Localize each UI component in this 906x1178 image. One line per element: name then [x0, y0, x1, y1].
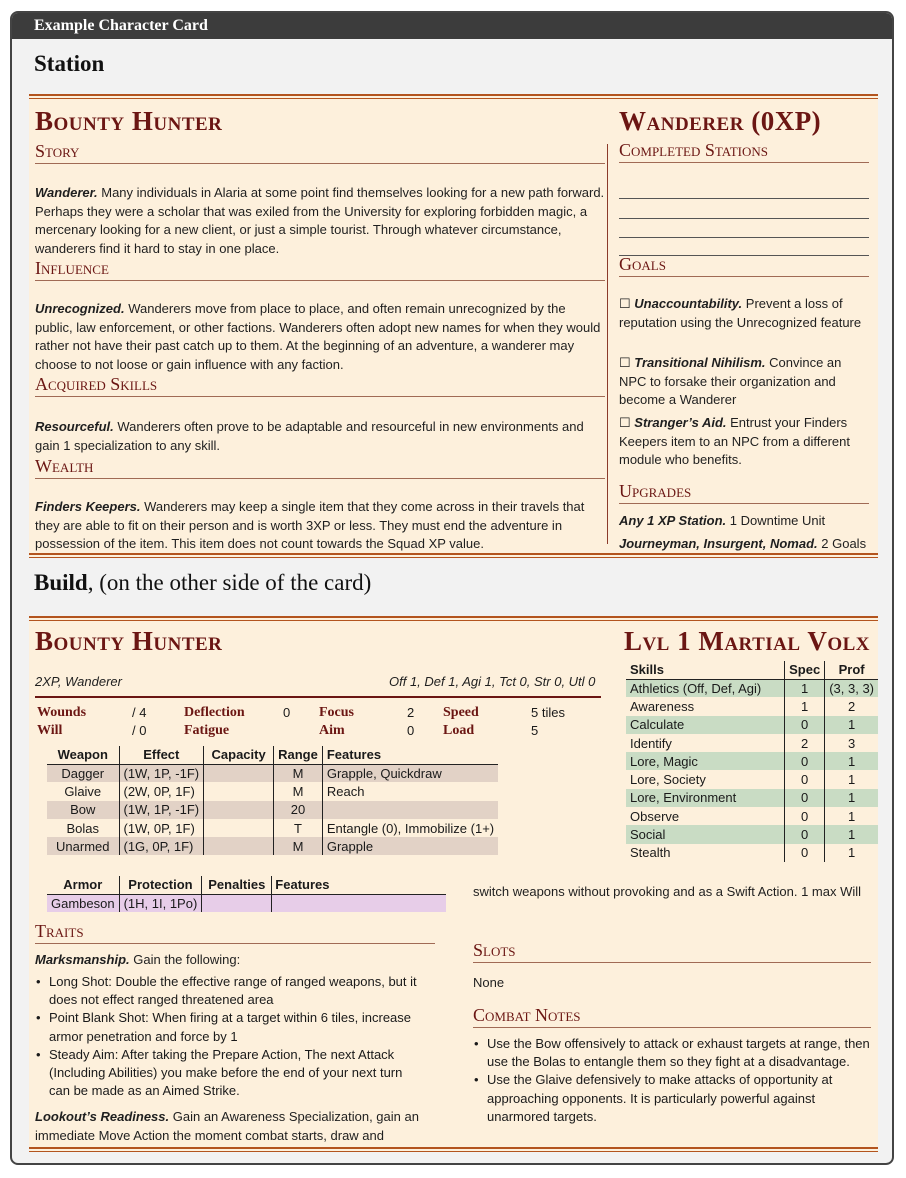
table-header: Protection: [119, 876, 202, 894]
armor-table: [47, 876, 446, 912]
list-item: • Steady Aim: After taking the Prepare Action, The next Attack (Including Abilities) you make before the end of your next turn can be made as an Aimed Strike.: [35, 1046, 425, 1101]
table-header: Prof: [825, 661, 878, 679]
table-row: Bolas (1W, 0P, 1F) T Entangle (0), Immobilize (1+): [47, 819, 498, 837]
upgrade-item: Any 1 XP Station. 1 Downtime Unit: [619, 513, 826, 528]
table-header: Effect: [119, 746, 204, 764]
combat-notes-heading: Combat Notes: [473, 1005, 581, 1025]
goal-item: ☐ Transitional Nihilism. Convince an NPC to forsake their organization and become a Wanderer: [619, 355, 842, 407]
story-heading: Story: [35, 141, 80, 161]
table-header: Skills: [626, 661, 785, 679]
table-header: Weapon: [47, 746, 119, 764]
station-right-title: Wanderer (0XP): [619, 106, 822, 136]
wealth-text: Finders Keepers. Wanderers may keep a single item that they come across in their travels that they are able to fit on their person and is worth 3XP or less. They must end the adventure in possession of the item. This item does not count towards the Squad XP value.: [35, 499, 585, 551]
table-row: Athletics (Off, Def, Agi) 1 (3, 3, 3): [626, 679, 878, 697]
acquired-skills-text: Resourceful. Wanderers often prove to be adaptable and resourceful in new environments and gain 1 specialization to any skill.: [35, 419, 584, 453]
table-row: Gambeson (1H, 1I, 1Po): [47, 894, 446, 912]
build-title: Bounty Hunter: [35, 626, 223, 656]
fatigue-label: Fatigue: [184, 723, 230, 738]
table-header: Features: [272, 876, 446, 894]
slots-value: None: [473, 975, 505, 990]
table-row: Lore, Society 0 1: [626, 770, 878, 788]
combat-notes-list: [473, 1035, 873, 1126]
completed-stations-heading: Completed Stations: [619, 140, 768, 160]
speed-value: 5 tiles: [531, 705, 565, 720]
deflection-value: 0: [283, 705, 291, 720]
table-row: Lore, Environment 0 1: [626, 789, 878, 807]
goal-checkbox[interactable]: ☐: [619, 415, 631, 430]
will-label: Will: [37, 723, 63, 738]
lookout-text: Lookout’s Readiness. Gain an Awareness Specialization, gain an immediate Move Action the moment combat starts, draw and: [35, 1109, 419, 1143]
acquired-skills-heading: Acquired Skills: [35, 374, 158, 394]
goal-checkbox[interactable]: ☐: [619, 355, 631, 370]
table-row: Dagger (1W, 1P, -1F) M Grapple, Quickdraw: [47, 764, 498, 782]
table-header: Penalties: [202, 876, 272, 894]
aim-value: 0: [407, 723, 415, 738]
list-item: • Point Blank Shot: When firing at a target within 6 tiles, increase armor penetration and force by 1: [35, 1009, 425, 1045]
table-header: Capacity: [204, 746, 274, 764]
card-frame: [10, 11, 894, 1165]
table-row: Unarmed (1G, 0P, 1F) M Grapple: [47, 837, 498, 855]
table-row: Glaive (2W, 0P, 1F) M Reach: [47, 782, 498, 800]
build-attributes: Off 1, Def 1, Agi 1, Tct 0, Str 0, Utl 0: [389, 674, 596, 689]
table-row: Lore, Magic 0 1: [626, 752, 878, 770]
aim-label: Aim: [319, 723, 345, 738]
influence-text: Unrecognized. Wanderers move from place to place, and often remain unrecognized by the public, law enforcement, or other factions. Wanderers often adopt new names for when they would rather not have their past catch up to them. At the beginning of an adventure, a wanderer may choose to not loose or gain influence with any faction.: [35, 301, 601, 372]
list-item: • Use the Bow offensively to attack or exhaust targets at range, then use the Bolas to entangle them so they fight at a disadvantage.: [473, 1035, 873, 1071]
table-row: Awareness 1 2: [626, 697, 878, 715]
table-header: Features: [322, 746, 498, 764]
goal-checkbox[interactable]: ☐: [619, 296, 631, 311]
list-item: • Use the Glaive defensively to make attacks of opportunity at approaching opponents. It is particularly powerful against unarmored targets.: [473, 1071, 873, 1126]
traits-heading: Traits: [35, 921, 84, 941]
station-heading: Station: [34, 51, 105, 76]
completed-line[interactable]: [619, 218, 869, 219]
goals-heading: Goals: [619, 254, 666, 274]
marksmanship-text: Marksmanship. Gain the following:: [35, 952, 241, 967]
build-card: [29, 616, 878, 1152]
table-row: Bow (1W, 1P, -1F) 20: [47, 801, 498, 819]
table-header: Armor: [47, 876, 119, 894]
build-heading: Build, (on the other side of the card): [34, 570, 372, 595]
speed-label: Speed: [443, 705, 479, 720]
table-row: Observe 0 1: [626, 807, 878, 825]
table-header: Range: [274, 746, 323, 764]
table-header: Spec: [785, 661, 825, 679]
table-row: Identify 2 3: [626, 734, 878, 752]
influence-heading: Influence: [35, 258, 109, 278]
will-value[interactable]: / 0: [132, 723, 147, 738]
load-label: Load: [443, 723, 475, 738]
load-value: 5: [531, 723, 539, 738]
skills-table: [626, 661, 878, 862]
table-row: Social 0 1: [626, 825, 878, 843]
wealth-heading: Wealth: [35, 456, 94, 476]
traits-list: [35, 973, 425, 1100]
build-subtitle: 2XP, Wanderer: [35, 674, 122, 689]
list-item: • Long Shot: Double the effective range of ranged weapons, but it does not effect ranged threatened area: [35, 973, 425, 1009]
weapons-table: [47, 746, 498, 855]
goal-item: ☐ Stranger’s Aid. Entrust your Finders Keepers item to an NPC from a different module who benefits.: [619, 415, 850, 467]
traits-continued: switch weapons without provoking and as a Swift Action. 1 max Will: [473, 884, 862, 899]
story-text: Wanderer. Many individuals in Alaria at some point find themselves looking for a new path forward. Perhaps they were a scholar that was exiled from the University for exploring forbidden magic, a mercenary looking for a new client, or just a simple tourist. Through whatever circumstance, wanderers find it hard to stay in one place.: [35, 185, 605, 256]
station-card: [29, 94, 878, 558]
upgrade-item: Journeyman, Insurgent, Nomad. 2 Goals: [619, 536, 867, 551]
goal-item: ☐ Unaccountability. Prevent a loss of reputation using the Unrecognized feature: [619, 296, 862, 330]
wounds-value[interactable]: / 4: [132, 705, 147, 720]
table-row: Stealth 0 1: [626, 844, 878, 862]
window-title: Example Character Card: [12, 13, 892, 39]
completed-line[interactable]: [619, 198, 869, 199]
wounds-label: Wounds: [37, 705, 87, 720]
focus-value: 2: [407, 705, 415, 720]
table-row: Calculate 0 1: [626, 716, 878, 734]
slots-heading: Slots: [473, 940, 516, 960]
station-title: Bounty Hunter: [35, 106, 223, 136]
focus-label: Focus: [319, 705, 354, 720]
build-right-title: Lvl 1 Martial Volx: [623, 626, 870, 656]
completed-line[interactable]: [619, 237, 869, 238]
upgrades-heading: Upgrades: [619, 481, 692, 501]
deflection-label: Deflection: [184, 705, 245, 720]
